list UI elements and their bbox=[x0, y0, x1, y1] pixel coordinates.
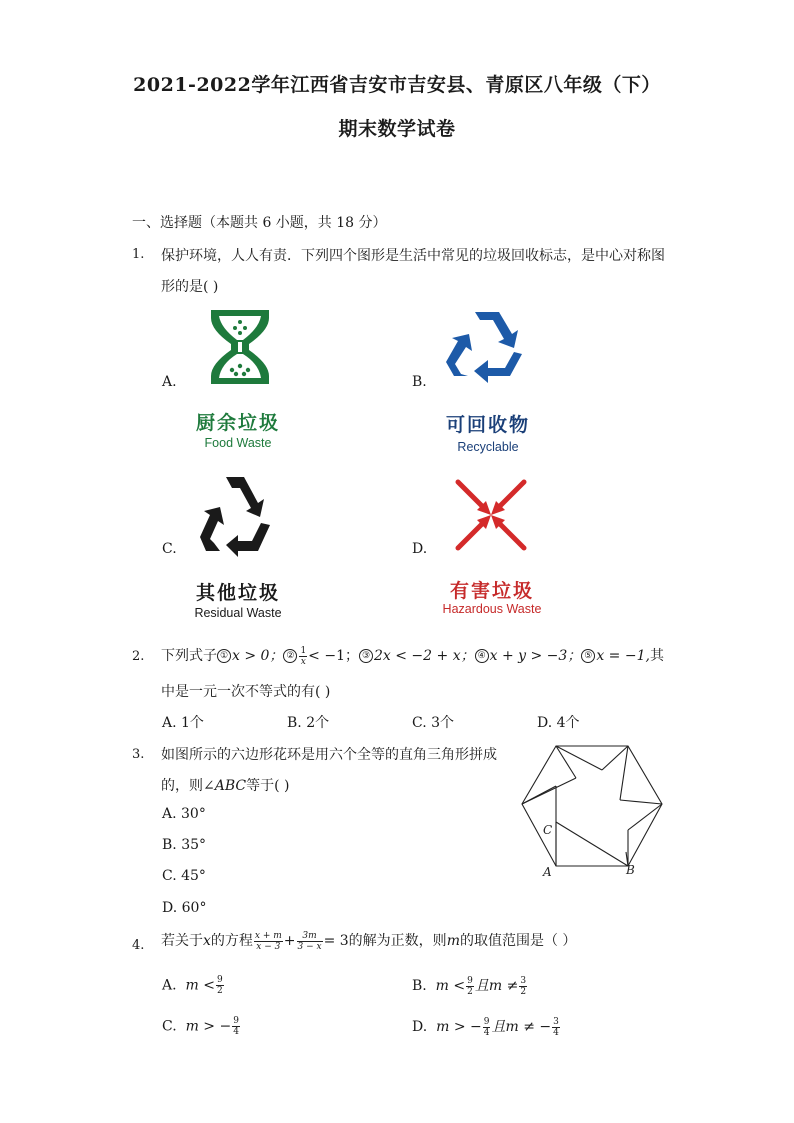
hazardous-waste-caption-en: Hazardous Waste bbox=[442, 602, 542, 616]
fraction-denominator: 4 bbox=[483, 1027, 490, 1038]
fraction-numerator: 9 bbox=[467, 975, 473, 986]
question-text-part: 若关于 bbox=[161, 933, 203, 949]
question-text-part: 等于( ) bbox=[246, 778, 290, 794]
recyclable-icon bbox=[442, 306, 532, 386]
option-label: A. bbox=[162, 977, 177, 994]
fraction-numerator: 3m bbox=[297, 931, 323, 942]
question-text bbox=[161, 930, 576, 952]
math-var: x bbox=[203, 933, 211, 949]
residual-waste-caption: 其他垃圾 bbox=[195, 582, 280, 604]
recyclable-caption: 可回收物 bbox=[445, 414, 530, 436]
hexagon-figure bbox=[516, 742, 666, 880]
option-b: B. 35° bbox=[162, 837, 207, 853]
section-heading: 一、选择题（本题共 6 小题，共 18 分） bbox=[132, 215, 387, 231]
question-lead: 下列式子 bbox=[161, 648, 217, 664]
fraction bbox=[297, 931, 323, 952]
question-text-part: 的取值范围是（ ） bbox=[459, 933, 577, 949]
food-waste-caption-en: Food Waste bbox=[204, 436, 272, 450]
question-text: 中是一元一次不等式的有( ) bbox=[161, 684, 331, 700]
option-label: D. bbox=[412, 1019, 428, 1035]
option-d: D. 4个 bbox=[537, 715, 580, 731]
residual-waste-caption-en: Residual Waste bbox=[194, 606, 282, 620]
fraction-denominator: x − 3 bbox=[256, 941, 281, 952]
fraction bbox=[466, 976, 474, 997]
fraction-numerator: 1 bbox=[300, 645, 307, 656]
math-expr: m < bbox=[185, 977, 215, 994]
option-c bbox=[162, 1016, 241, 1037]
fraction bbox=[299, 646, 307, 667]
question-text: 如图所示的六边形花环是用六个全等的直角三角形拼成 bbox=[161, 747, 497, 763]
fraction-numerator: 3 bbox=[520, 975, 527, 986]
math-expr: x > 0； bbox=[232, 648, 284, 664]
fraction-denominator: 4 bbox=[233, 1027, 239, 1037]
option-a: A. 1个 bbox=[162, 715, 204, 731]
math-op: + bbox=[283, 933, 296, 949]
question-text-part: 的，则∠ bbox=[161, 778, 215, 794]
option-label: A. bbox=[162, 374, 177, 390]
question-text-part: 的方程 bbox=[210, 933, 253, 949]
question-number: 2. bbox=[132, 649, 145, 664]
math-var: ABC bbox=[214, 778, 247, 794]
fraction-numerator: 3 bbox=[553, 1016, 559, 1027]
question-number: 4. bbox=[132, 938, 145, 953]
fraction-denominator: 2 bbox=[467, 986, 473, 997]
option-c: C. 3个 bbox=[412, 715, 455, 731]
option-label: C. bbox=[162, 541, 177, 557]
fraction-numerator: 9 bbox=[233, 1016, 239, 1026]
math-var: m bbox=[446, 933, 460, 949]
fraction-denominator: 3 − x bbox=[297, 941, 322, 952]
question-tail: 其 bbox=[649, 648, 664, 664]
math-expr: x = −1, bbox=[596, 648, 650, 664]
math-expr: 2x < −2 + x； bbox=[374, 648, 475, 664]
point-label-c: C bbox=[543, 823, 553, 837]
fraction bbox=[232, 1016, 240, 1037]
fraction bbox=[552, 1017, 560, 1038]
fraction-denominator: x bbox=[300, 656, 306, 667]
hazardous-waste-icon bbox=[452, 476, 530, 554]
fraction-numerator: 9 bbox=[483, 1016, 490, 1027]
point-label-b: B bbox=[626, 863, 635, 877]
option-b bbox=[412, 975, 528, 997]
question-text: 保护环境，人人有责．下列四个图形是生活中常见的垃圾回收标志，是中心对称图 bbox=[161, 248, 665, 264]
question-text: 形的是( ) bbox=[161, 279, 219, 295]
fraction-denominator: 2 bbox=[216, 986, 223, 996]
fraction bbox=[216, 975, 224, 996]
option-b: B. 2个 bbox=[287, 715, 330, 731]
math-expr: m < bbox=[435, 978, 466, 994]
math-expr: 且m ≠ − bbox=[491, 1019, 552, 1035]
item-marker: ③ bbox=[359, 649, 373, 663]
option-label: B. bbox=[412, 978, 427, 994]
option-d bbox=[412, 1016, 561, 1038]
residual-waste-icon bbox=[196, 473, 276, 559]
question-text bbox=[161, 645, 664, 667]
option-label: D. bbox=[412, 541, 428, 557]
math-expr: x + y > −3； bbox=[489, 648, 582, 664]
item-marker: ① bbox=[217, 649, 231, 663]
option-a: A. 30° bbox=[162, 806, 206, 822]
question-number: 1. bbox=[132, 247, 145, 262]
hazardous-waste-caption: 有害垃圾 bbox=[449, 580, 534, 602]
option-d: D. 60° bbox=[162, 900, 207, 916]
option-a bbox=[162, 975, 225, 996]
item-marker: ⑤ bbox=[581, 649, 595, 663]
recyclable-caption-en: Recyclable bbox=[457, 440, 519, 454]
option-label: C. bbox=[162, 1018, 177, 1035]
fraction-numerator: x + m bbox=[254, 930, 282, 941]
point-label-a: A bbox=[543, 865, 552, 879]
item-marker: ④ bbox=[475, 649, 489, 663]
question-text bbox=[161, 775, 289, 795]
math-expr: m > − bbox=[185, 1018, 232, 1035]
fraction-denominator: 2 bbox=[520, 986, 527, 997]
fraction bbox=[483, 1017, 491, 1038]
fraction bbox=[519, 976, 527, 997]
page-subtitle: 期末数学试卷 bbox=[338, 118, 456, 140]
math-expr: < −1； bbox=[308, 648, 359, 664]
question-text-part: = 3的解为正数，则 bbox=[323, 933, 447, 949]
food-waste-caption: 厨余垃圾 bbox=[195, 412, 280, 434]
math-expr: 且m ≠ bbox=[474, 978, 519, 994]
fraction-denominator: 4 bbox=[553, 1027, 559, 1038]
option-c: C. 45° bbox=[162, 868, 206, 884]
fraction bbox=[254, 931, 283, 952]
option-label: B. bbox=[412, 374, 427, 390]
math-expr: m > − bbox=[436, 1019, 482, 1035]
food-waste-icon bbox=[205, 306, 275, 388]
item-marker: ② bbox=[283, 649, 297, 663]
page-title: 2021-2022学年江西省吉安市吉安县、青原区八年级（下） bbox=[133, 74, 661, 96]
question-number: 3. bbox=[132, 747, 145, 762]
fraction-numerator: 9 bbox=[216, 975, 223, 985]
